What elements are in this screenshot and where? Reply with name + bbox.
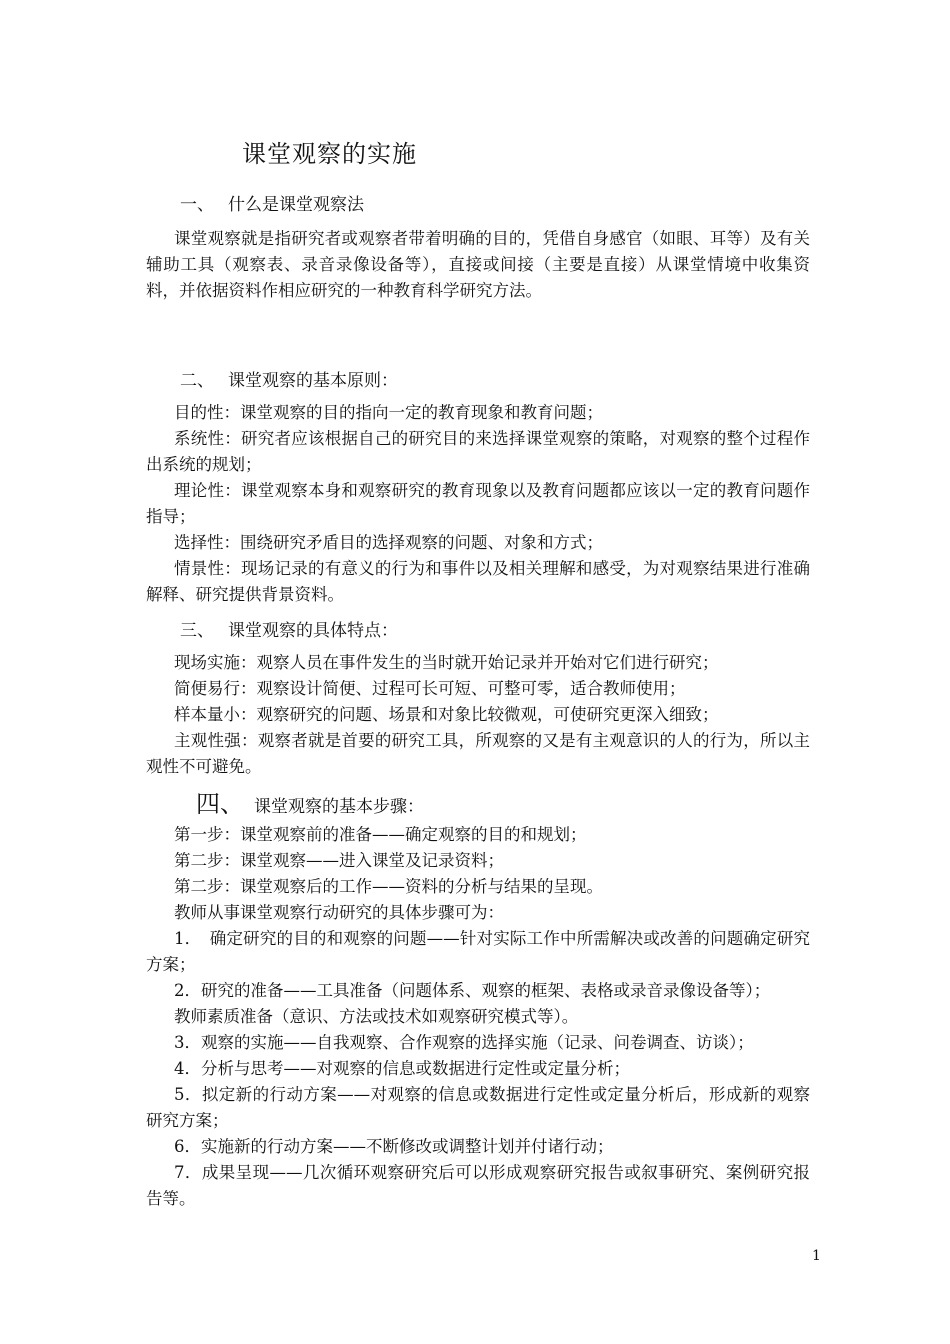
paragraph: 主观性强：观察者就是首要的研究工具，所观察的又是有主观意识的人的行为，所以主观性不可避免。 [146, 731, 810, 776]
section-1-number: 一、 [180, 195, 214, 215]
paragraph: 第一步：课堂观察前的准备——确定观察的目的和规划； [174, 825, 587, 844]
paragraph: 4．分析与思考——对观察的信息或数据进行定性或定量分析； [174, 1059, 630, 1078]
paragraph: 6．实施新的行动方案——不断修改或调整计划并付诸行动； [174, 1137, 614, 1156]
paragraph: 系统性：研究者应该根据自己的研究目的来选择课堂观察的策略，对观察的整个过程作出系统的规划； [146, 429, 810, 474]
paragraph: 选择性：围绕研究矛盾目的选择观察的问题、对象和方式； [174, 533, 603, 552]
paragraph: 现场实施：观察人员在事件发生的当时就开始记录并开始对它们进行研究； [174, 653, 719, 672]
section-4-body [146, 822, 810, 1212]
paragraph: 情景性：现场记录的有意义的行为和事件以及相关理解和感受，为对观察结果进行准确解释、研究提供背景资料。 [146, 559, 810, 604]
paragraph: 目的性：课堂观察的目的指向一定的教育现象和教育问题； [174, 403, 603, 422]
paragraph: 教师素质准备（意识、方法或技术如观察研究模式等）。 [174, 1007, 579, 1026]
section-2-body [146, 400, 810, 608]
paragraph: 第二步：课堂观察——进入课堂及记录资料； [174, 851, 504, 870]
section-3-heading [180, 616, 398, 641]
section-3-body [146, 650, 810, 780]
paragraph: 3．观察的实施——自我观察、合作观察的选择实施（记录、问卷调查、访谈）； [174, 1033, 754, 1052]
page-number: 1 [812, 1248, 821, 1264]
paragraph: 样本量小：观察研究的问题、场景和对象比较微观，可使研究更深入细致； [174, 705, 719, 724]
paragraph: 7．成果呈现——几次循环观察研究后可以形成观察研究报告或叙事研究、案例研究报告等。 [146, 1163, 810, 1208]
paragraph: 简便易行：观察设计简便、过程可长可短、可整可零，适合教师使用； [174, 679, 686, 698]
section-3-title: 课堂观察的具体特点： [228, 621, 398, 641]
paragraph: 教师从事课堂观察行动研究的具体步骤可为： [174, 903, 504, 922]
paragraph: 理论性：课堂观察本身和观察研究的教育现象以及教育问题都应该以一定的教育问题作指导； [146, 481, 810, 526]
section-1-title: 什么是课堂观察法 [228, 195, 364, 215]
section-1-heading [180, 190, 364, 215]
section-2-heading [180, 366, 398, 391]
section-1-body [146, 226, 810, 304]
section-2-number: 二、 [180, 371, 214, 391]
section-3-number: 三、 [180, 621, 214, 641]
section-4-number: 四、 [196, 790, 244, 818]
paragraph: 课堂观察就是指研究者或观察者带着明确的目的，凭借自身感官（如眼、耳等）及有关辅助工具（观察表、录音录像设备等），直接或间接（主要是直接）从课堂情境中收集资料，并依据资料作相应研究的一种教育科学研究方法。 [146, 229, 810, 300]
section-4-heading [196, 784, 424, 819]
section-2-title: 课堂观察的基本原则： [228, 371, 398, 391]
paragraph: 第二步：课堂观察后的工作——资料的分析与结果的呈现。 [174, 877, 603, 896]
document-title: 课堂观察的实施 [242, 140, 417, 168]
paragraph: 1． 确定研究的目的和观察的问题——针对实际工作中所需解决或改善的问题确定研究方案； [146, 929, 810, 974]
section-4-title: 课堂观察的基本步骤： [254, 797, 424, 817]
paragraph: 2．研究的准备——工具准备（问题体系、观察的框架、表格或录音录像设备等）； [174, 981, 771, 1000]
paragraph: 5．拟定新的行动方案——对观察的信息或数据进行定性或定量分析后，形成新的观察研究方案； [146, 1085, 810, 1130]
